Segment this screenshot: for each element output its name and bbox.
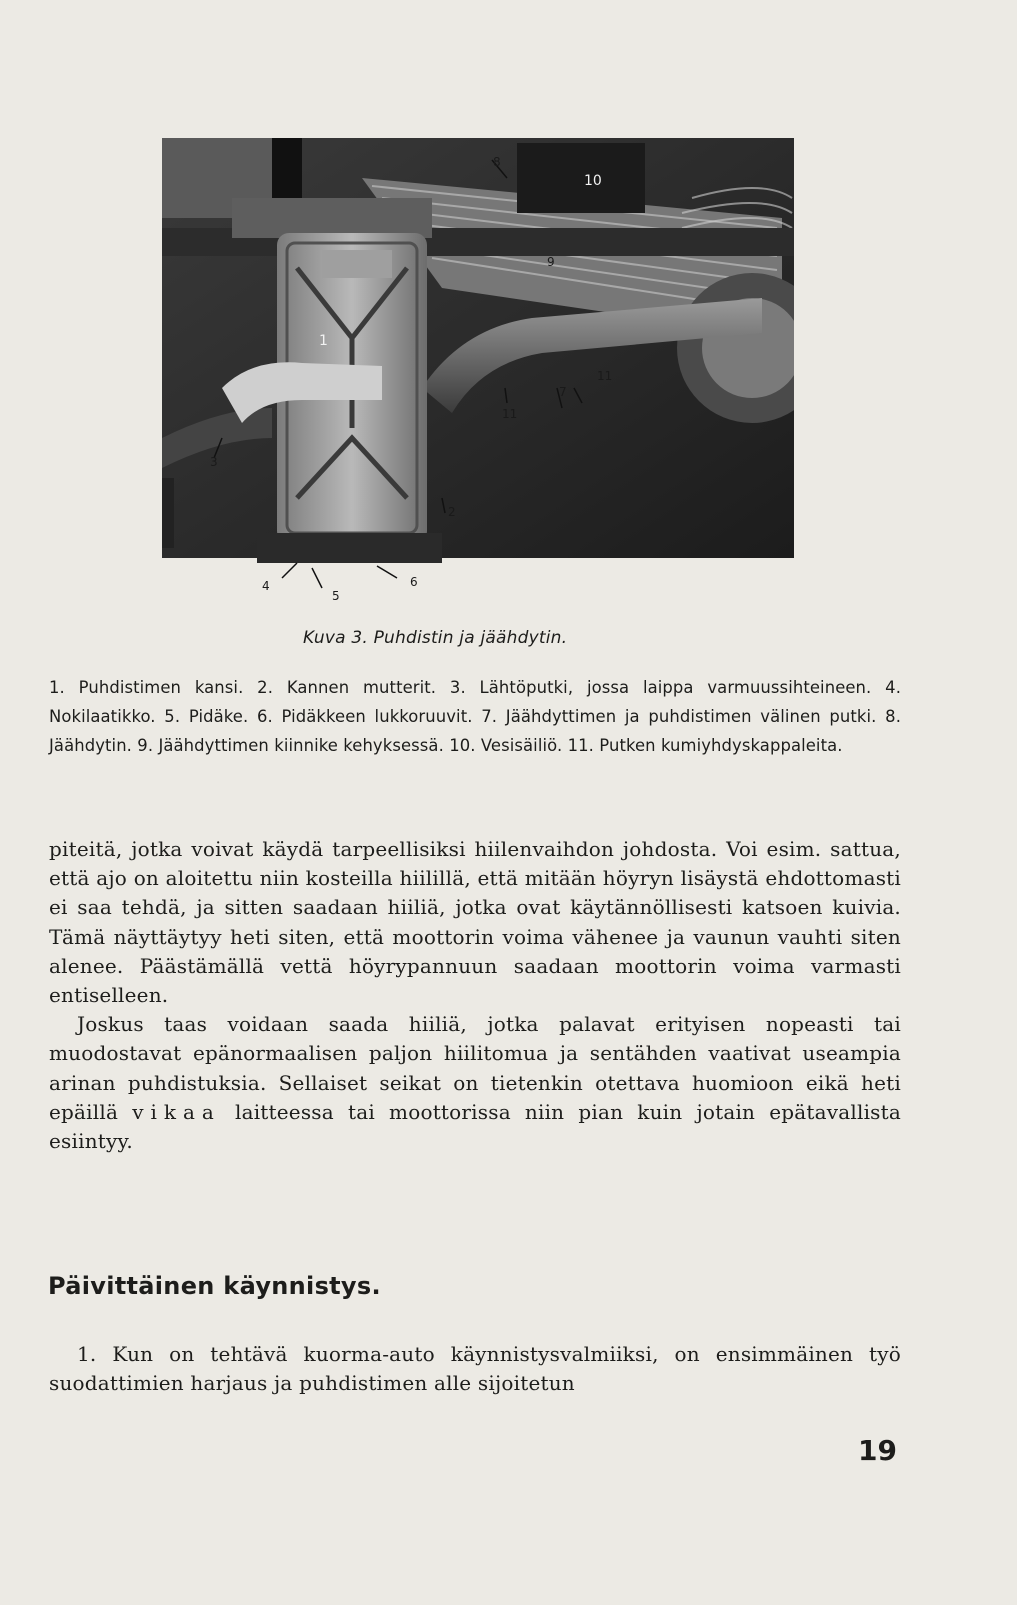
callout-label-11b: 11 [597,369,613,383]
callout-label-10: 10 [584,173,602,189]
emphasis-spaced: vikaa [132,1099,221,1124]
callout-label-5: 5 [332,589,340,603]
paragraph-2 [49,1010,901,1156]
callout-label-7: 7 [559,385,567,399]
callout-label-9: 9 [547,255,555,269]
callout-label-1: 1 [319,333,328,349]
callout-label-4: 4 [262,579,270,593]
figure-legend: 1. Puhdistimen kansi. 2. Kannen mutterit. 3. Lähtöputki, jossa laippa varmuussihteineen. 4. Nokilaatikko. 5. Pidäke. 6. Pidäkkeen lukkoruuvit. 7. Jäähdyttimen ja puhdistimen välinen putki. 8. Jäähdytin. 9. Jäähdyttimen kiinnike kehyksessä. 10. Vesisäiliö. 11. Putken kumiyhdyskappaleita. [49,678,901,755]
photo-illustration [162,138,794,618]
callout-label-3: 3 [210,455,218,469]
paragraph-1: piteitä, jotka voivat käydä tarpeellisiksi hiilenvaihdon johdosta. Voi esim. sattua, että ajo on aloitettu niin kosteilla hiilillä, että mitään höyryn lisäystä ehdottomasti ei saa tehdä, ja sitten saadaan hiiliä, jotka ovat käytännöllisesti katsoen kuivia. Tämä näyttäytyy heti siten, että moottorin voima vähenee ja vaunun vauhti siten alenee. Päästämällä vettä höyrypannuun saadaan moottorin voima varmasti entiselleen. [49,837,901,1008]
callout-label-8: 8 [493,155,501,169]
page-number: 19 [858,1434,897,1467]
body-text [49,835,901,1156]
paragraph-2-text-b: laitteessa tai moottorissa niin pian kuin jotain epätavallista esiintyy. [49,1099,901,1154]
callout-label-6: 6 [410,575,418,589]
paragraph-3: 1. Kun on tehtävä kuorma-auto käynnistysvalmiiksi, on ensimmäinen työ suodattimien harjaus ja puhdistimen alle sijoitetun [49,1342,901,1396]
callout-label-11a: 11 [502,407,518,421]
callout-label-2: 2 [448,505,456,519]
paragraph-2-text-a: Joskus taas voidaan saada hiiliä, jotka palavat erityisen nopeasti tai muodostavat epänormaalisen paljon hiilitomua ja sentähden vaativat useampia arinan puhdistuksia. Sellaiset seikat on tietenkin otettava huomioon eikä heti epäillä [49,1012,901,1124]
figure-caption: Kuva 3. Puhdistin ja jäähdytin. [303,628,568,648]
section-heading: Päivittäinen käynnistys. [48,1272,381,1300]
figure-photo [162,138,794,618]
